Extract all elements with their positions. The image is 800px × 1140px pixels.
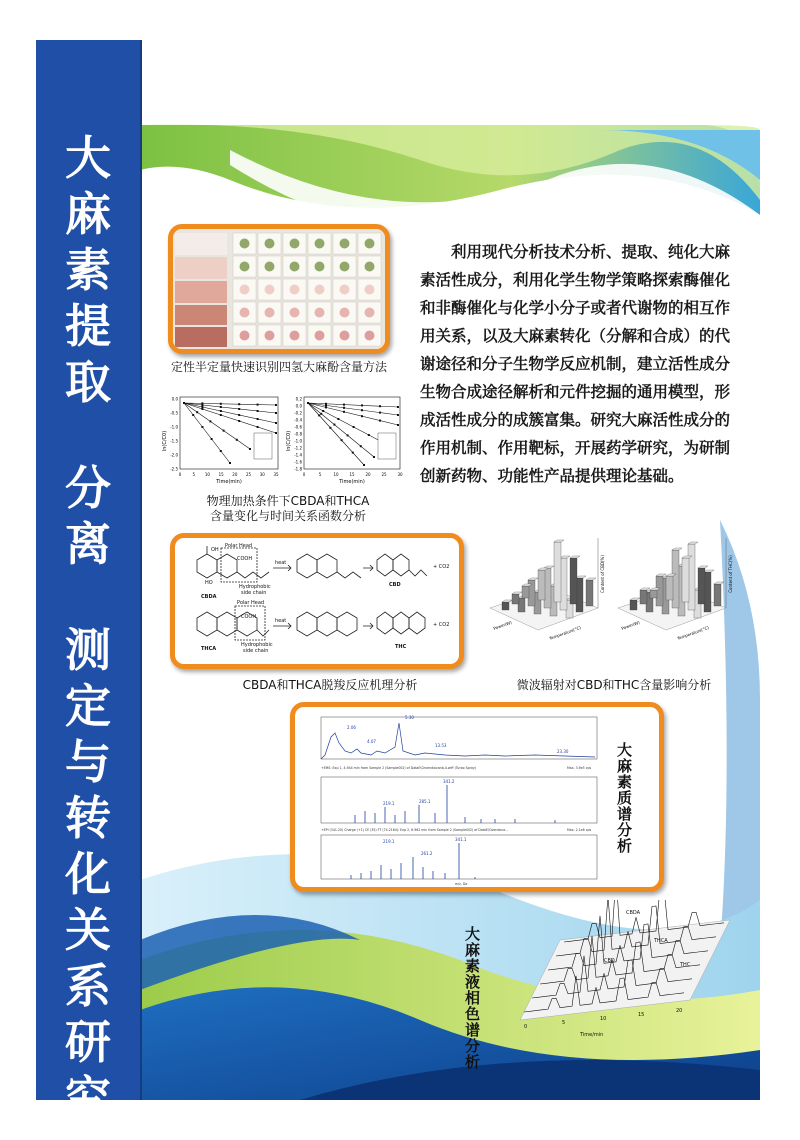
test-spot [265,308,275,318]
kinetics-point [257,404,259,406]
test-spot [240,308,250,318]
kinetics-point [397,424,399,426]
kinetics-xtick: 5 [192,472,195,477]
kinetics-xtick: 20 [232,472,238,477]
microwave-bar [586,580,593,606]
test-spot [240,262,250,272]
label-side-chain-2: side chain [243,648,269,654]
kinetics-point [368,434,370,436]
microwave-bar-top [560,556,570,558]
kinetics-ytick: -1.5 [170,438,178,444]
kinetics-point [341,439,343,441]
kinetics-point [352,452,354,454]
title-char: 研 [65,1015,111,1069]
kinetics-xtick: 0 [178,472,182,477]
kinetics-point [257,426,259,428]
title-char: 提 [65,299,111,353]
intro-paragraph: 利用现代分析技术分析、提取、纯化大麻素活性成分，利用化学生物学策略探索酶催化和非酶催化与化学小分子或者代谢物的相互作用关系，以及大麻素转化（分解和合成）的代谢途径和分子生物学反应机制，建立活性成分生物合成途径解析和元件挖掘的通用模型，形成活性成分的成簇富集。研究大麻活性成分的作用机制、作用靶标，开展药学研究，为研制创新药物、功能性产品提供理论基础。 [420,243,731,485]
hplc-xtick: 20 [676,1008,683,1014]
label-heat-2: heat [275,618,287,624]
test-spot [290,262,300,272]
microwave-bar-top [544,566,554,568]
microwave-bar-top [570,556,580,558]
ms-peak-label: 219.1 [383,839,395,844]
microwave-temp-label: Temperature(°C) [548,624,582,641]
test-spot [265,331,275,341]
test-spot [265,262,275,272]
kinetics-ytick: -1.0 [294,438,302,444]
kinetics-xtick: 20 [365,472,371,477]
kinetics-ytick: -0.6 [294,424,302,430]
ms-peak-label: 341.1 [455,837,467,842]
microwave-caption: 微波辐射对CBD和THC含量影响分析 [516,678,712,692]
ms-scan-line-2: +EPI (341.20) Charge (+1) CE (35) FT (74.2164): Exp 2, 6.962 min from Sample 2 (Sample002) of DataE\Gvendoca... [321,828,509,832]
microwave-bar [640,590,647,604]
microwave-bar [538,570,545,600]
microwave-bar [554,542,561,602]
test-spot [365,331,375,341]
kinetics-xtick: 30 [397,472,403,477]
kinetics-ytick: 0.0 [171,396,178,402]
ms-peak-label: 285.1 [419,799,431,804]
kinetics-xtick: 5 [318,472,322,477]
test-spot [340,331,350,341]
kinetics-point [329,427,331,429]
kinetics-point [379,420,381,422]
kinetics-point [363,464,365,466]
ms-peak-label: 261.2 [421,851,433,856]
test-spot [240,331,250,341]
kinetics-xtick: 15 [349,472,355,477]
microwave-bar-top [512,592,522,594]
hplc-xtick: 0 [524,1024,528,1030]
kinetics-point [361,415,363,417]
kinetics-point [361,409,363,411]
kinetics-point [373,456,375,458]
test-spot [315,331,325,341]
photo-caption: 定性半定量快速识别四氢大麻酚含量方法 [170,360,387,374]
microwave-bar-top [656,574,666,576]
test-spot [365,285,375,295]
microwave-bar-top [554,540,564,542]
kinetics-point [379,412,381,414]
kinetics-point [347,434,349,436]
kinetics-ytick: -1.2 [294,445,302,451]
kinetics-point [220,406,222,408]
kinetics-point [201,404,203,406]
kinetics-point [397,406,399,408]
mass-spec-plot [295,707,659,887]
microwave-bar [522,586,529,598]
title-char: 化 [65,847,111,901]
kinetics-ytick: -0.4 [294,417,302,423]
label-cbd: CBD [389,582,401,588]
title-char: 离 [65,517,111,571]
kinetics-point [223,430,225,432]
kinetics-ytick: -1.0 [170,424,178,430]
test-spot [265,239,275,249]
kinetics-legend [378,433,396,459]
title-char: 取 [65,355,111,409]
hplc-peak-label: THC [680,962,691,968]
kinetics-xtick: 25 [381,472,387,477]
title-char: 转 [65,791,111,845]
kinetics-ytick: -2.5 [170,466,178,472]
reaction-caption: CBDA和THCA脱羧反应机理分析 [242,678,418,692]
kinetics-point [192,414,194,416]
mass-spec-caption: 大麻素质谱分析 [615,742,633,854]
kinetics-ytick: -0.8 [294,431,302,437]
kinetics-chart-cbda [162,393,282,485]
test-spot [290,308,300,318]
label-hydrophobic-2: Hydrophobic [241,642,273,648]
kinetics-point [257,410,259,412]
kinetics-point [343,411,345,413]
label-cbda: CBDA [201,594,217,600]
kinetics-ytick: -0.2 [294,410,302,416]
label-thc: THC [395,644,407,650]
kinetics-point [257,418,259,420]
kinetics-xtick: 0 [302,472,306,477]
test-spot [265,285,275,295]
ms-peak-label: 219.1 [383,801,395,806]
microwave-chart-thc [608,530,736,648]
test-spot [365,308,375,318]
kinetics-point [220,450,222,452]
hplc-xtick: 5 [562,1020,566,1026]
microwave-bar-top [528,578,538,580]
microwave-bar [512,594,519,604]
test-spot [290,331,300,341]
microwave-bar-top [672,548,682,550]
kinetics-point [343,404,345,406]
label-hydrophobic: Hydrophobic [239,584,271,590]
ms-max-1: Max. 3.9e5 cps [567,766,592,770]
microwave-bar [570,558,577,604]
kinetics-point [275,422,277,424]
test-spot [315,262,325,272]
test-photo-frame [168,224,390,354]
kinetics-xlabel: Time(min) [216,479,242,485]
kinetics-point [220,414,222,416]
kinetics-point [322,410,324,412]
kinetics-point [238,414,240,416]
microwave-bar-top [586,578,596,580]
label-polar-head: Polar Head [225,543,253,549]
test-spot [365,262,375,272]
kinetics-ytick: -0.5 [170,410,178,416]
title-char: 究 [65,1071,111,1125]
test-spot [290,239,300,249]
microwave-power-label-2: Power(W) [620,619,641,631]
kinetics-point [249,448,251,450]
kinetics-point [238,420,240,422]
label-oh: OH [211,547,219,553]
kinetics-xtick: 35 [273,472,279,477]
test-spot [240,239,250,249]
title-char: 分 [65,461,111,515]
test-spot [315,285,325,295]
title-char: 素 [65,243,111,297]
kinetics-chart-thca [286,393,404,485]
reaction-frame [170,533,464,669]
test-spot [340,285,350,295]
hplc-chart [500,900,740,1040]
kinetics-point [320,413,322,415]
poster-title [36,130,140,1126]
kinetics-point [220,403,222,405]
ms-peak-label: 23.30 [557,749,569,754]
kinetics-point [360,445,362,447]
kinetics-point [229,462,231,464]
hplc-caption: 大麻素液相色谱分析 [463,926,481,1070]
label-cooh: COOH [237,556,253,562]
hplc-xtick: 10 [600,1016,607,1022]
microwave-bar [630,600,637,610]
ms-peak-label: 341.2 [443,779,455,784]
kinetics-point [337,418,339,420]
test-spot [340,239,350,249]
ms-xlabel: m/z, Da [455,882,468,886]
kinetics-ytick: -2.0 [170,452,178,458]
kinetics-ytick: -1.8 [294,466,302,472]
test-spot [365,239,375,249]
kinetics-xtick: 10 [204,472,210,477]
kinetics-point [275,404,277,406]
title-char: 关 [65,903,111,957]
mass-spec-frame [290,702,664,892]
kinetics-ytick: -1.6 [294,459,302,465]
kinetics-point [220,410,222,412]
microwave-bar [714,584,721,606]
label-cooh-2: COOH [241,614,257,620]
ms-peak-label: 13.53 [435,743,447,748]
kinetics-point [196,411,198,413]
kinetics-point [333,424,335,426]
kinetics-point [318,414,320,416]
title-char: 麻 [65,187,111,241]
kinetics-legend [254,433,272,459]
kinetics-point [201,406,203,408]
kinetics-xtick: 25 [246,472,252,477]
microwave-bar [698,568,705,604]
microwave-bar-top [576,576,586,578]
kinetics-xtick: 10 [333,472,339,477]
label-side-chain: side chain [241,590,267,596]
microwave-chart-cbd [480,530,608,648]
reaction-diagram [175,538,459,664]
kinetics-point [325,404,327,406]
microwave-bar [502,602,509,610]
kinetics-point [211,438,213,440]
kinetics-ylabel: ln(C/C0) [286,430,292,452]
label-thca: THCA [201,646,217,652]
hplc-peak-label: CBD [604,958,615,964]
kinetics-ytick: 0.2 [295,396,302,402]
label-heat: heat [275,560,287,566]
title-char: 大 [65,131,111,185]
kinetics-point [343,407,345,409]
kinetics-ytick: 0.0 [295,403,302,409]
microwave-bar-top [698,566,708,568]
microwave-power-label: Power(W) [492,619,513,631]
ms-scan-line-1: +EMS: Exp 1, 4.944 min from Sample 2 (Sample002) of DataE\Grvendiocanb-4.wiff (Turbo Spray) [321,766,477,770]
kinetics-point [201,408,203,410]
label-co2: + CO2 [433,564,450,570]
kinetics-xlabel: Time(min) [339,479,365,485]
ms-peak-label: 4.07 [367,739,376,744]
ms-max-2: Max. 2.1e6 cps [567,828,592,832]
kinetics-caption-1: 物理加热条件下CBDA和THCA [206,494,370,508]
microwave-zlabel-cbd: Content of CBD(%) [600,555,605,593]
label-ho: HO [205,580,213,586]
microwave-bar [650,590,657,598]
kinetics-point [379,405,381,407]
hplc-xlabel: Time/min [580,1032,604,1038]
microwave-temp-label-2: Temperature(°C) [676,624,710,641]
microwave-bar-top [630,598,640,600]
ms-peak-label: 2.06 [347,725,356,730]
kinetics-xtick: 30 [259,472,265,477]
kinetics-ytick: -1.4 [294,452,302,458]
microwave-bar-top [704,570,714,572]
kinetics-point [238,403,240,405]
kinetics-xtick: 15 [218,472,224,477]
kinetics-caption-2: 含量变化与时间关系函数分析 [209,509,366,523]
microwave-bar [666,576,673,600]
hplc-peak-label: CBDA [626,910,641,916]
kinetics-ylabel: ln(C/C0) [162,430,168,452]
kinetics-point [236,439,238,441]
label-polar-head-2: Polar Head [237,600,265,606]
microwave-bar-top [640,588,650,590]
kinetics-point [201,426,203,428]
label-co2-2: + CO2 [433,622,450,628]
kinetics-point [397,414,399,416]
ms-peak-label: 5.30 [405,715,414,720]
microwave-bar-top [714,582,724,584]
title-char: 测 [65,623,111,677]
kinetics-point [325,406,327,408]
test-spot [315,239,325,249]
kinetics-point [275,432,277,434]
hplc-xtick: 15 [638,1012,645,1018]
test-spot [340,308,350,318]
hplc-peak-label: THCA [654,938,668,944]
microwave-bar [682,558,689,602]
kinetics-point [275,412,277,414]
kinetics-point [238,408,240,410]
title-char: 系 [65,959,111,1013]
microwave-zlabel-thc: Content of THC(%) [728,555,733,593]
test-photo [173,229,385,349]
kinetics-point [209,420,211,422]
title-char: 与 [65,735,111,789]
kinetics-point [307,402,309,404]
title-char: 定 [65,679,111,733]
test-spot [315,308,325,318]
test-spot [240,285,250,295]
test-spot [340,262,350,272]
kinetics-point [183,402,185,404]
kinetics-point [361,404,363,406]
microwave-bar-top [688,542,698,544]
test-spot [290,285,300,295]
kinetics-point [353,426,355,428]
